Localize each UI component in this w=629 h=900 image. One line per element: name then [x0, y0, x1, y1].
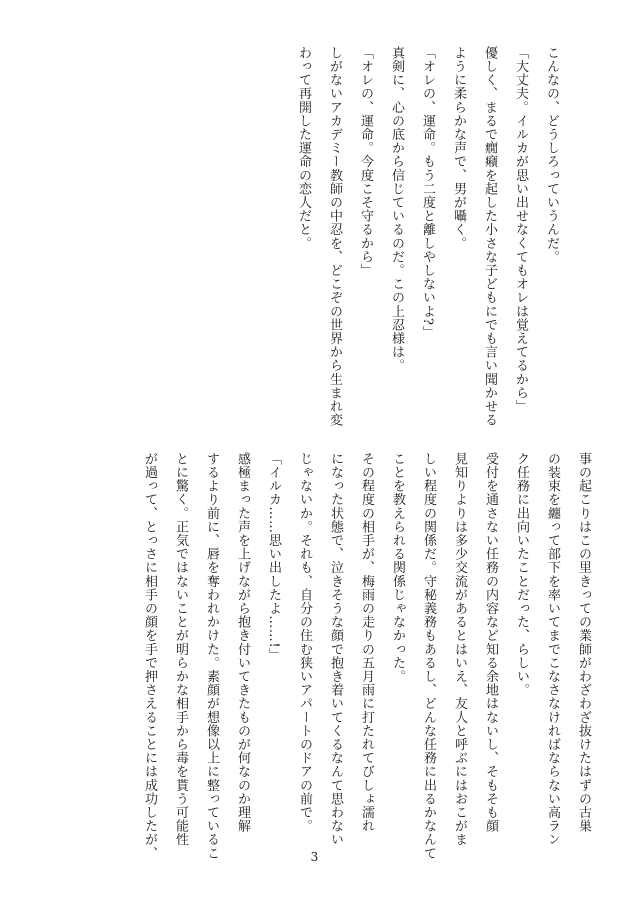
text-line: 受付を通さない任務の内容など知る余地はないし、そもそも顔 [483, 452, 498, 833]
text-line: 事の起こりはこの里きっての業師がわざわざ抜けたはずの古巣 [576, 452, 591, 833]
text-line: じゃないか。それも、自分の住む狭いアパートのドアの前で。 [297, 452, 312, 833]
text-line: 真剣に、心の底から信じているのだ。この上忍様は。 [389, 46, 404, 373]
text-line: 優しく、まるで癇癪を起した小さな子どもにでも言い聞かせる [482, 46, 497, 427]
text-line: 見知りよりは多少交流があるとはいえ、友人と呼ぶにはおこがま [452, 452, 467, 847]
text-line: とに驚く。正気ではないことが明らかな相手から毒を貰う可能性 [173, 452, 188, 847]
upper-text-block [271, 46, 567, 427]
text-line: の装束を纏って部下を率いてまでこなさなければならない高ラン [545, 452, 560, 847]
text-line: が過って、とっさに相手の顔を手で押さえることには成功したが、 [142, 452, 157, 860]
text-line: ように柔らかな声で、男が囁く。 [451, 46, 466, 250]
text-line: しがないアカデミー教師の中忍を、どこぞの世界から生まれ変 [327, 46, 342, 427]
text-line: その程度の相手が、梅雨の走りの五月雨に打たれてびしょ濡れ [359, 452, 374, 833]
text-line: こんなの、どうしろっていうんだ。 [544, 46, 559, 264]
text-line: 「イルカ……思い出したよ……!」 [266, 452, 281, 662]
text-line: するより前に、唇を奪われかけた。素顔が想像以上に整っているこ [204, 452, 219, 860]
lower-text-block [39, 452, 599, 860]
text-line: ク任務に出向いたことだった、らしい。 [514, 452, 529, 697]
text-line: になった状態で、泣きそうな顔で抱き着いてくるなんて思わない [328, 452, 343, 847]
text-line: 「オレの、運命。もう二度と離しやしないよ?」 [420, 46, 435, 340]
text-line: 「大丈夫。イルカが思い出せなくてもオレは覚えてるから」 [513, 46, 528, 414]
text-line: 「オレの、運命。今度こそ守るから」 [358, 46, 373, 278]
text-line: 感極まった声を上げながら抱き付いてきたものが何なのか理解 [235, 452, 250, 833]
text-line: ことを教えられる関係じゃなかった。 [390, 452, 405, 684]
page-number: 3 [310, 850, 319, 864]
text-line: しい程度の関係だ。守秘義務もあるし、どんな任務に出るかなんて [421, 452, 436, 860]
text-line: わって再開した運命の恋人だと。 [296, 46, 311, 250]
